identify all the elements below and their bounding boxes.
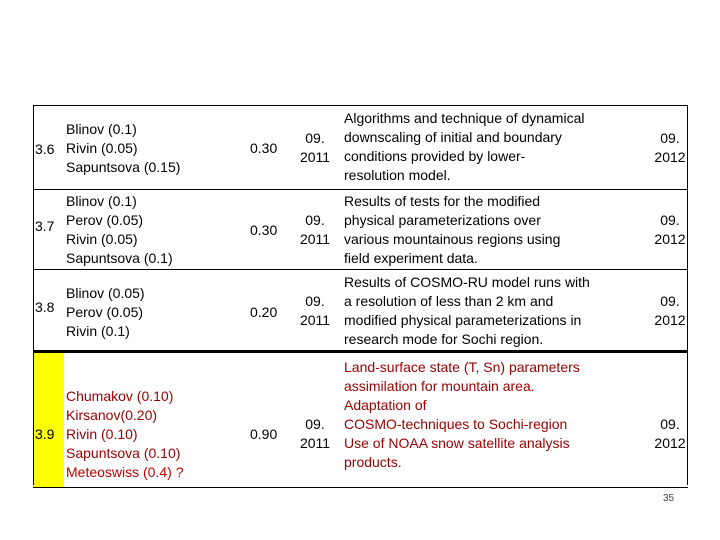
item-number: 3.6 bbox=[35, 141, 55, 157]
table-row bbox=[33, 270, 688, 351]
participants: Chumakov (0.10) Kirsanov(0.20) Rivin (0.10) Sapuntsova (0.10) Meteoswiss (0.4) ? bbox=[66, 388, 184, 480]
start-date: 09. 2011 bbox=[299, 416, 331, 451]
start-date: 09. 2011 bbox=[299, 212, 331, 247]
highlight-cell bbox=[33, 353, 64, 487]
effort-value: 0.30 bbox=[250, 222, 278, 238]
effort-value: 0.30 bbox=[250, 140, 278, 156]
task-description: Land-surface state (T, Sn) parameters assimilation for mountain area. Adaptation of COSMO-techniques to Sochi-region Use of NOAA snow satellite analysis products. bbox=[344, 359, 580, 470]
participants: Blinov (0.05) Perov (0.05) Rivin (0.1) bbox=[66, 285, 145, 339]
end-date: 09. 2012 bbox=[654, 416, 686, 451]
work-plan-table bbox=[33, 105, 688, 485]
effort-value: 0.90 bbox=[250, 426, 278, 442]
participant-extra: Meteoswiss (0.4) ? bbox=[66, 464, 184, 480]
column-divider bbox=[687, 105, 688, 485]
page-number: 35 bbox=[663, 493, 675, 504]
item-number: 3.7 bbox=[35, 218, 55, 234]
end-date: 09. 2012 bbox=[654, 293, 686, 328]
end-date: 09. 2012 bbox=[654, 212, 686, 247]
end-date: 09. 2012 bbox=[654, 130, 686, 165]
item-number: 3.8 bbox=[35, 299, 55, 315]
start-date: 09. 2011 bbox=[299, 293, 331, 328]
table-row bbox=[33, 351, 688, 488]
task-description: Results of tests for the modified physical parameterizations over various mountainous regions using field experiment data. bbox=[344, 193, 561, 266]
table-row bbox=[33, 189, 688, 270]
participants: Blinov (0.1) Perov (0.05) Rivin (0.05) Sapuntsova (0.1) bbox=[66, 193, 173, 266]
start-date: 09. 2011 bbox=[299, 130, 331, 165]
item-number: 3.9 bbox=[35, 426, 55, 442]
participants: Blinov (0.1) Rivin (0.05) Sapuntsova (0.15) bbox=[66, 121, 181, 175]
task-description: Algorithms and technique of dynamical downscaling of initial and boundary conditions provided by lower- resolution model. bbox=[344, 110, 585, 183]
task-description: Results of COSMO-RU model runs with a resolution of less than 2 km and modified physical parameterizations in research mode for Sochi region. bbox=[344, 274, 590, 347]
effort-value: 0.20 bbox=[250, 304, 278, 320]
table-row bbox=[33, 105, 688, 190]
column-divider bbox=[33, 105, 34, 485]
